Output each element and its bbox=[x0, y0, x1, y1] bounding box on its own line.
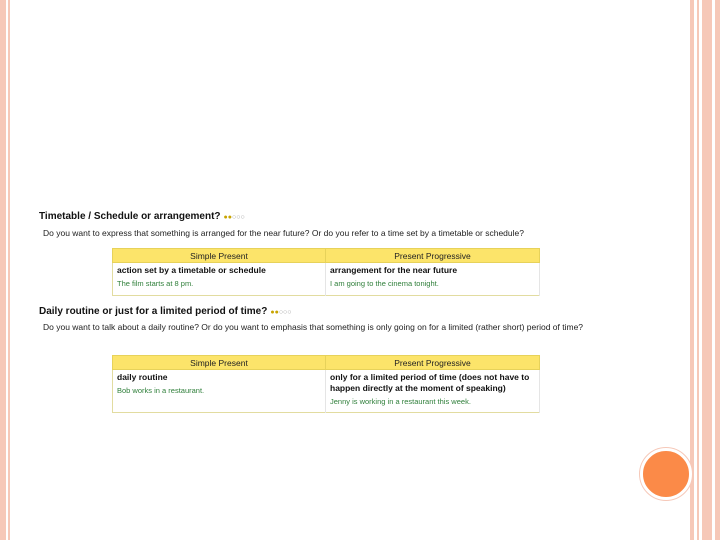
left-border-line bbox=[8, 0, 10, 540]
table-cell bbox=[113, 263, 326, 296]
table-header-row bbox=[113, 249, 540, 263]
right-border-stripe bbox=[715, 0, 720, 540]
section-heading bbox=[39, 211, 245, 222]
table-cell bbox=[326, 263, 540, 296]
comparison-table bbox=[112, 248, 540, 296]
table-row bbox=[113, 263, 540, 296]
column-header: Present Progressive bbox=[326, 249, 540, 263]
right-border-line bbox=[697, 0, 699, 540]
example-text: I am going to the cinema tonight. bbox=[330, 279, 439, 288]
rule-text: daily routine bbox=[117, 372, 168, 382]
example-text: Jenny is working in a restaurant this week. bbox=[330, 397, 471, 406]
section-title: Timetable / Schedule or arrangement? bbox=[39, 211, 221, 222]
table-cell bbox=[113, 370, 326, 413]
rule-text: arrangement for the near future bbox=[330, 265, 458, 275]
example-text: The film starts at 8 pm. bbox=[117, 279, 194, 288]
table-cell bbox=[326, 370, 540, 413]
example-text: Bob works in a restaurant. bbox=[117, 386, 205, 395]
left-border-stripe bbox=[0, 0, 6, 540]
rule-text: action set by a timetable or schedule bbox=[117, 265, 266, 275]
section-title: Daily routine or just for a limited period of time? bbox=[39, 306, 268, 317]
section-question: Do you want to talk about a daily routine? Or do you want to emphasis that something is only going on for a limited (rather short) period of time? bbox=[43, 322, 584, 332]
column-header: Simple Present bbox=[113, 356, 326, 370]
decorative-circle bbox=[640, 448, 692, 500]
rule-text: only for a limited period of time (does not have to happen directly at the moment of speaking) bbox=[330, 372, 530, 393]
right-border-line bbox=[690, 0, 694, 540]
column-header: Simple Present bbox=[113, 249, 326, 263]
table-header-row bbox=[113, 356, 540, 370]
column-header: Present Progressive bbox=[326, 356, 540, 370]
comparison-table bbox=[112, 355, 540, 413]
section-question: Do you want to express that something is arranged for the near future? Or do you refer to a time set by a timetable or schedule? bbox=[43, 228, 524, 238]
table-row bbox=[113, 370, 540, 413]
rating-stars-icon: ●●○○○ bbox=[270, 309, 292, 316]
section-heading bbox=[39, 306, 292, 317]
right-border-stripe bbox=[702, 0, 712, 540]
rating-stars-icon: ●●○○○ bbox=[223, 214, 245, 221]
